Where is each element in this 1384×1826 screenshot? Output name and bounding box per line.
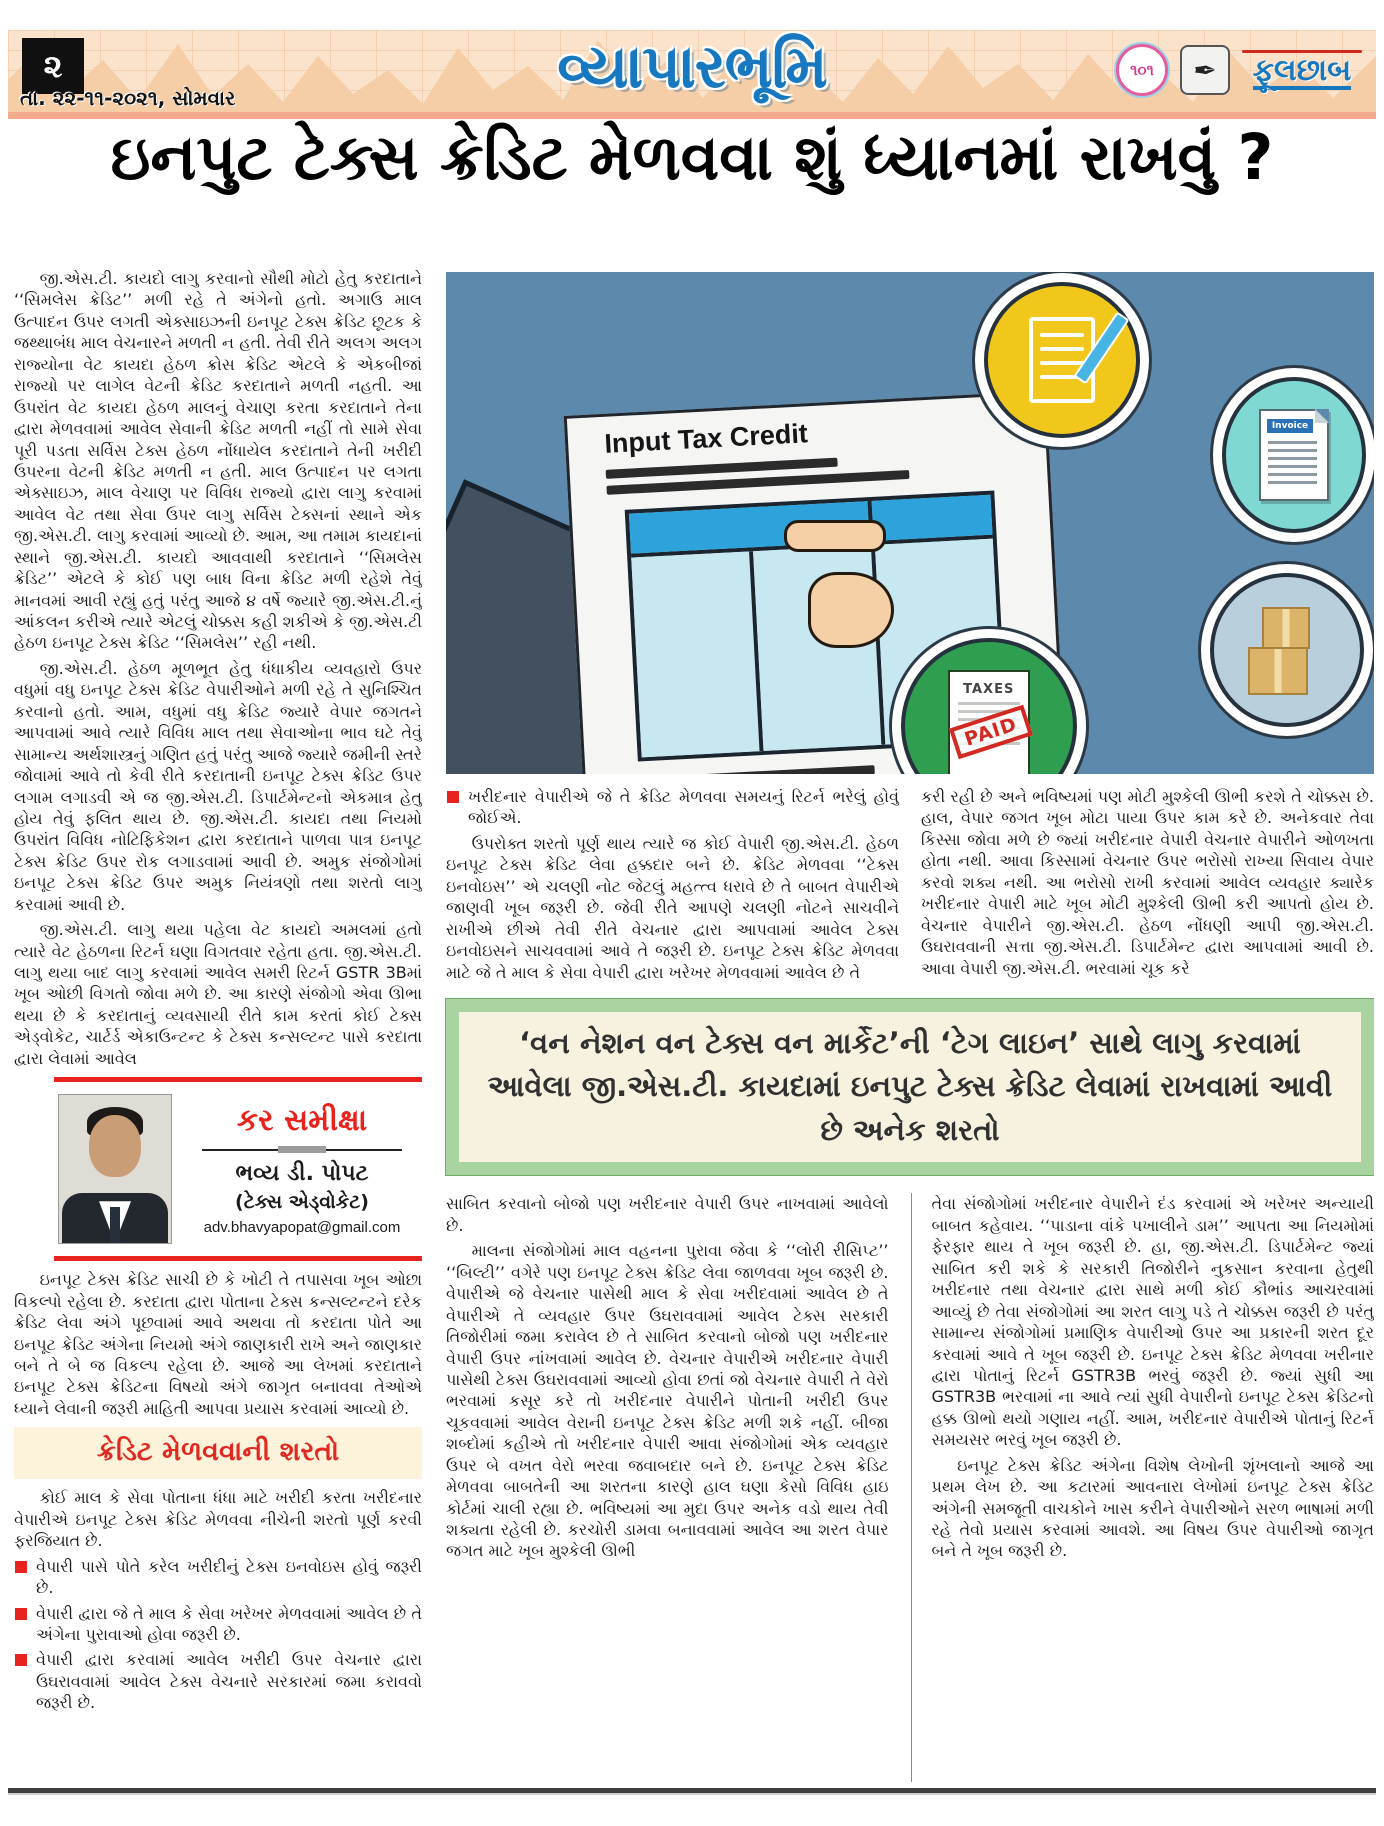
bullet-square-icon [447, 791, 459, 803]
paragraph: જી.એસ.ટી. કાયદો લાગુ કરવાનો સૌથી મોટો હેતુ કરદાતાને ‘‘સિમલેસ ક્રેડિટ’’ મળી રહે તે અંગેનો હતો. અગાઉ માલ ઉત્પાદન ઉપર લગતી એક્સાઇઝની ઇનપૂટ ટેક્સ ક્રેડિટ છૂટક કે જથ્થાબંધ માલ વેચનારને મળતી ન હતી. તેવી રીતે અલગ અલગ રાજ્યોના વેટ કાયદા હેઠળ ક્રોસ ક્રેડિટ એટલે કે એકબીજાં રાજ્યો પર લાગેલ વેટની ક્રેડિટ કરદાતાને મળતી નહતી. આ ઉપરાંત વેટ કાયદા હેઠળ માલનું વેચાણ કરતા કરદાતાને તેના દ્વારા મેળવવામાં આવેલ સેવાની ક્રેડિટ મળતી નહીં તો સામે સેવા પૂરી પડતા સર્વિસ ટેક્સ હેઠળ નોંધાયેલ કરદાતાને તેની ખરીદી ઉપરના વેટની ક્રેડિટ મળતી ન હતી. માલ ઉત્પાદન પર લગતા એક્સાઇઝ, માલ વેચાણ પર વિવિધ રાજ્યો દ્વારા લાગુ કરવામાં આવેલ વેટ તથા સેવા ઉપર લાગુ સર્વિસ ટેક્સનાં સ્થાને એક જી.એસ.ટી. લાગુ કરવામાં આવ્યો છે. આમ, આ તમામ કાયદાનાં સ્થાને જી.એસ.ટી. કાયદો આવવાથી કરદાતાને ‘‘સિમલેસ ક્રેડિટ’’ એટલે કે કોઈ પણ બાધ વિના ક્રેડિટ મળી રહેશે તેવું માનવમાં આવી રહ્યું હતું પરંતુ આજે ૪ વર્ષે જ્યારે જી.એસ.ટી.નું આંકલન કરીએ ત્યારે એટલું ચોક્કસ કહી શકીએ કે જી.એસ.ટી હેઠળ ઇનપૂટ ટેક્સ ક્રેડિટ ‘‘સિમલેસ’’ રહી નથી. [14, 269, 422, 653]
paragraph: ઉપરોક્ત શરતો પૂર્ણ થાય ત્યારે જ કોઈ વેપારી જી.એસ.ટી. હેઠળ ઇનપૂટ ટેક્સ ક્રેડિટ લેવા હક્કદાર બને છે. ક્રેડિટ મેળવવા ‘‘ટેક્સ ઇનવોઇસ’’ એ ચલણી નોટ જેટલું મહત્ત્વ ધરાવે છે તે બાબત વેપારીએ જાણવી ખૂબ જરૂરી છે. જેવી રીતે આપણે ચલણી નોટને સાચવીને રાખીએ છીએ તેવી રીતે વેચનાર દ્વારા આપવામાં આવેલ ટેક્સ ઇનવોઇસને સાચવવામાં આવે તે જરૂરી છે. ઇનપૂટ ટેક્સ ક્રેડિટ મેળવવા માટે જે તે માલ કે સેવા વેપારી દ્વારા ખરેખર મેળવવામાં આવેલ છે તે [446, 833, 899, 982]
page-bottom-rule [8, 1788, 1376, 1793]
paragraph: માલના સંજોગોમાં માલ વહનના પુરાવા જેવા કે ‘‘લોરી રીસિપ્ટ’’ ‘‘બિલ્ટી’’ વગેરે પણ ઇનપૂટ ટેક્સ ક્રેડિટ લેવા જાળવવા ખૂબ જરૂરી છે. વેપારીએ જે વેચનાર પાસેથી માલ કે સેવા ખરીદવામાં આવેલ છે તે વેપારીએ તે વ્યવહાર ઉપર ઉઘરાવવામાં આવેલ ટેક્સ સરકારી તિજોરીમાં જમા કરાવેલ છે તે સાબિત કરવાનો બોજો પણ ખરીદનાર વેપારી ઉપર નાંખવામાં આવેલ છે. વેચનાર વેપારીએ ખરીદનાર વેપારી પાસેથી ટેક્સ ઉઘરાવવામાં આવ્યો હોવા છતાં જો વેચનાર વેપારી તે વેરો ભરવામાં કસૂર કરે તો ખરીદનાર વેપારીને પોતાની ખરીદી ઉપર ચૂકવવામાં આવેલ વેરાની ઇનપૂટ ટેક્સ ક્રેડિટ મળી શકે નહીં. બીજા શબ્દોમાં કહીએ તો ખરીદનાર વેપારી આવા સંજોગોમાં એક વ્યવહાર ઉપર બે વખત વેરો ભરવા જવાબદાર બને છે. ઇનપૂટ ટેક્સ ક્રેડિટ મેળવવા બાબતેની આ શરતના કારણે હાલ ઘણા કેસો વિવિધ હાઇ કોર્ટમાં ચાલી રહ્યા છે. ભવિષ્યમાં આ મુદા ઉપર અનેક વડો થાય તેવી શક્યતા રહેલી છે. કરચોરી ડામવા બનાવવામાં આવેલ આ શરત વેપાર જગત માટે ખૂબ મુશ્કેલી ઊભી [446, 1241, 889, 1561]
column-title-divider [202, 1149, 402, 1151]
publisher-emblem-icon: ✒ [1180, 45, 1230, 95]
masthead-logos [1116, 44, 1362, 96]
right-column-bottom [911, 1193, 1375, 1782]
paragraph: તેવા સંજોગોમાં ખરીદનાર વેપારીને દંડ કરવામાં એ ખરેખર અન્યાયી બાબત કહેવાય. ‘‘પાડાના વાંકે પખાલીને ડામ’’ આપતા આ નિયમોમાં ફેરફાર થાય તે ખૂબ જરૂરી છે. હા, જી.એસ.ટી. ડિપાર્ટમેન્ટ જ્યાં સાબિત કરી શકે કે સરકારી તિજોરીને નુકસાન કરવાના હેતુથી ખરીદનાર તથા વેચનાર દ્વારા સાથે મળી કોઈ કૌભાંડ આચરવામાં આવ્યું છે તેવા સંજોગોમાં આ શરત લાગુ પડે તે ચોક્કસ જરૂરી છે પરંતુ સામાન્ય સંજોગોમાં પ્રમાણિક વેપારીઓ ઉપર આ પ્રકારની શરત દૂર કરવામાં આવે તે ખૂબ જરૂરી છે. ઇનપૂટ ટેક્સ ક્રેડિટ મેળવવા ખરીનાર દ્વારા પોતાનું રિટર્ન GSTR3B ભરવું જરૂરી છે. જ્યાં સુધી આ GSTR3B ભરવામાં ના આવે ત્યાં સુધી વેપારીનો ઇનપૂટ ટેક્સ ક્રેડિટનો હક્ક ઊભો થયો ગણાય નહીં. આમ, ખરીદનાર વેપારીએ પોતાનું રિટર્ન સમયસર ભરવું ખૂબ જરૂરી છે. [931, 1194, 1374, 1450]
author-name: ભવ્ય ડી. પોપટ [235, 1160, 369, 1186]
edit-document-badge [984, 282, 1140, 438]
finger-graphic [784, 520, 886, 552]
article-headline: ઇનપુટ ટેક્સ ક્રેડિટ મેળવવા શું ધ્યાનમાં રાખવું ? [110, 121, 1274, 194]
tax-form-icon: TAXES PAID [948, 670, 1030, 774]
anniversary-badge-icon: ૧૦૧ [1116, 44, 1168, 96]
author-meta [186, 1101, 418, 1238]
cardboard-boxes-icon [1244, 607, 1330, 693]
condition-item: વેપારી પાસે પોતે કરેલ ખરીદીનું ટેક્સ ઇનવોઇસ હોવું જરૂરી છે. [14, 1556, 422, 1599]
article-body [14, 268, 1374, 1782]
condition-item: વેપારી દ્વારા કરવામાં આવેલ ખરીદી ઉપર વેચનાર દ્વારા ઉઘરાવવામાં આવેલ ટેક્સ વેચનારે સરકારમાં જમા કરાવવો જરૂરી છે. [14, 1649, 422, 1713]
paragraph: જી.એસ.ટી. લાગુ થયા પહેલા વેટ કાયદો અમલમાં હતો ત્યારે વેટ હેઠળના રિટર્ન ઘણા વિગતવાર રહેતા હતા. જી.એસ.ટી. લાગુ થયા બાદ લાગુ કરવામાં આવેલ સમરી રિટર્ન GSTR 3Bમાં ખૂબ ઓછી વિગતો જોવા મળે છે. આ કારણે સંજોગો એવા ઊભા થયા છે કે કરદાતાનું વ્યવસાયી રીતે કામ કરતાં કોઈ ટેક્સ એડ્વોકેટ, ચાર્ટર્ડ એકાઉન્ટન્ટ કે ટેક્સ કન્સલ્ટન્ટ પાસે કરદાતા દ્વારા લેવામાં આવેલ [14, 920, 422, 1068]
paragraph: જી.એસ.ટી. હેઠળ મૂળભૂત હેતુ ધંધાકીય વ્યવહારો ઉપર વધુમાં વધુ ઇનપૂટ ટેક્સ ક્રેડિટ વેપારીઓને મળી રહે તે સુનિશ્ચિત કરવાનો હતો. આમ, વધુમાં વધુ ક્રેડિટ જ્યારે વેપાર જગતને આપવામાં આવે ત્યારે વિવિધ માલ તથા સેવાઓના ભાવ ઘટે તેવું સામાન્ય અર્થશાસ્ત્રનું ગણિત હતું પરંતુ આજે જ્યારે જમીની સ્તરે જોવામાં આવે તો કેવી રીતે કરદાતાની ઇનપૂટ ટેક્સ ક્રેડિટ ઉપર લગામ લગાડવી એ જ જી.એસ.ટી. ડિપાર્ટમેન્ટનો એકમાત્ર હેતુ હોય તેવું ફલિત થાય છે. જી.એસ.ટી. કાયદા તથા નિયમો ઉપરાંત વિવિધ નોટિફિકેશન દ્વારા કરદાતાને પાળવા પાત્ર ઇનપૂટ ટેક્સ ક્રેડિટ ઉપર રોક લગાડવામાં આવી છે. અમુક સંજોગોમાં ઇનપૂટ ટેક્સ ક્રેડિટ ઉપર અમુક નિયંત્રણો તથા શરતો લાગુ કરવામાં આવી છે. [14, 658, 422, 914]
paragraph: સાબિત કરવાનો બોજો પણ ખરીદનાર વેપારી ઉપર નાખવામાં આવેલો છે. [446, 1194, 889, 1235]
bullet-square-icon [15, 1561, 27, 1573]
invoice-icon: Invoice [1259, 409, 1329, 501]
right-region [436, 268, 1374, 1782]
caption-bullet: ખરીદનાર વેપારીએ જે તે ક્રેડિટ મેળવવા સમયનું રિટર્ન ભરેલું હોવું જોઈએ. [446, 786, 899, 829]
left-column [14, 268, 422, 1782]
page-number: ૨ [22, 38, 84, 94]
right-column-top [921, 786, 1374, 987]
middle-column-bottom [446, 1193, 889, 1782]
edition-date: તા. ૨૨-૧૧-૨૦૨૧, સોમવાર [20, 86, 236, 110]
text-line-graphic [622, 764, 875, 774]
author-email[interactable]: adv.bhavyapopat@gmail.com [203, 1218, 401, 1236]
newspaper-masthead: વ્યાપારભૂમિ [557, 32, 827, 102]
invoice-badge [1222, 377, 1366, 533]
pull-quote-box: ‘વન નેશન વન ટેક્સ વન માર્કેટ’ની ‘ટેગ લાઇન’ સાથે લાગુ કરવામાં આવેલા જી.એસ.ટી. કાયદામાં ઇનપુટ ટેક્સ ક્રેડિટ લેવામાં રાખવામાં આવી છે અનેક શરતો [446, 999, 1374, 1176]
paid-stamp: PAID [949, 705, 1033, 759]
paragraph: ઇનપૂટ ટેક્સ ક્રેડિટ અંગેના વિશેષ લેખોની શૃંખલાનો આજે આ પ્રથમ લેખ છે. આ કટારમાં આવનારા લેખોમાં ઇનપૂટ ટેક્સ ક્રેડિટ અંગેની સમજૂતી વાચકોને ખાસ કરીને વેપારીઓને સરળ ભાષામાં મળી રહે તેવો પ્રયાસ કરવામાં આવશે. આ વિષય ઉપર વેપારીઓ જાગૃત બને તે ખૂબ જરૂરી છે. [931, 1455, 1374, 1561]
avatar-face [89, 1115, 141, 1177]
document-pencil-icon [1029, 317, 1095, 403]
bullet-square-icon [15, 1608, 27, 1620]
lower-two-columns [446, 1193, 1374, 1782]
paragraph: ઇનપૂટ ટેક્સ ક્રેડિટ સાચી છે કે ખોટી તે તપાસવા ખૂબ ઓછા વિકલ્પો રહેલા છે. કરદાતા દ્વારા પોતાના ટેક્સ કન્સલ્ટન્ટને દરેક ક્રેડિટ લેવા અંગે પૂછવામાં આવે અથવા તો કરદાતા પોતે આ ઇનપૂટ ક્રેડિટ અંગેના નિયમો અંગે જાણકારી રાખે અને જાણકાર બને તે બે જ વિકલ્પ રહેલા છે. આજે આ લેખમાં કરદાતાને ઇનપૂટ ટેક્સ ક્રેડિટના વિષયો અંગે જાગૃત બનાવવા તેઓએ ધ્યાને લેવાની જરૂરી માહિતી આપવા પ્રયાસ કરવામાં આવ્યો છે. [14, 1270, 422, 1418]
column-title: કર સમીક્ષા [236, 1102, 368, 1138]
sister-publication-logo: ફૂલછાબ [1242, 50, 1362, 91]
masthead-band [8, 30, 1376, 119]
author-photo [58, 1094, 172, 1244]
avatar-tie [110, 1207, 120, 1243]
goods-boxes-badge [1210, 573, 1364, 727]
author-role: (ટેક્સ એડ્વોકેટ) [235, 1191, 369, 1214]
author-box [54, 1077, 422, 1261]
upper-two-columns [446, 786, 1374, 987]
middle-column-top [446, 786, 899, 987]
paragraph: કોઈ માલ કે સેવા પોતાના ધંધા માટે ખરીદી કરતા ખરીદનાર વેપારીએ ઇનપૂટ ટેક્સ ક્રેડિટ મેળવવા નીચેની શરતો પૂર્ણ કરવી ફરજિયાત છે. [14, 1488, 422, 1551]
bullet-square-icon [15, 1654, 27, 1666]
section-heading: ક્રેડિટ મેળવવાની શરતો [14, 1427, 422, 1479]
thumb-graphic [808, 572, 894, 648]
condition-item: વેપારી દ્વારા જે તે માલ કે સેવા ખરેખર મેળવવામાં આવેલ છે તે અંગેના પુરાવાઓ હોવા જરૂરી છે. [14, 1603, 422, 1646]
document-title: Input Tax Credit [603, 417, 809, 459]
article-illustration [446, 272, 1374, 774]
paragraph: કરી રહી છે અને ભવિષ્યમાં પણ મોટી મુશ્કેલી ઊભી કરશે તે ચોક્કસ છે. હાલ, વેપાર જગત ખૂબ મોટા પાયા ઉપર કામ કરે છે. અનેકવાર તેવા કિસ્સા જોવા મળે છે જ્યાં ખરીદનાર વેપારી વેચનાર વેપારીને ઓળખતા હોતા નથી. આવા કિસ્સામાં વેચનાર ઉપર ભરોસો રાખ્યા સિવાય વેપાર કરવો શક્ય નથી. આ ભરોસો રાખી કરવામાં આવેલ વ્યવહાર ક્યારેક ખરીદનાર વેપારી માટે ખૂબ મોટી મુશ્કેલી ઊભી કરી આપતો હોય છે. વેચનાર વેપારીને જી.એસ.ટી. હેઠળ નોંધણી આપી જી.એસ.ટી. ઉઘરાવવાની સત્તા જી.એસ.ટી. ડિપાર્ટમેન્ટ દ્વારા આપવામાં આવી છે. આવા વેપારી જી.એસ.ટી. ભરવામાં ચૂક કરે [921, 787, 1374, 978]
